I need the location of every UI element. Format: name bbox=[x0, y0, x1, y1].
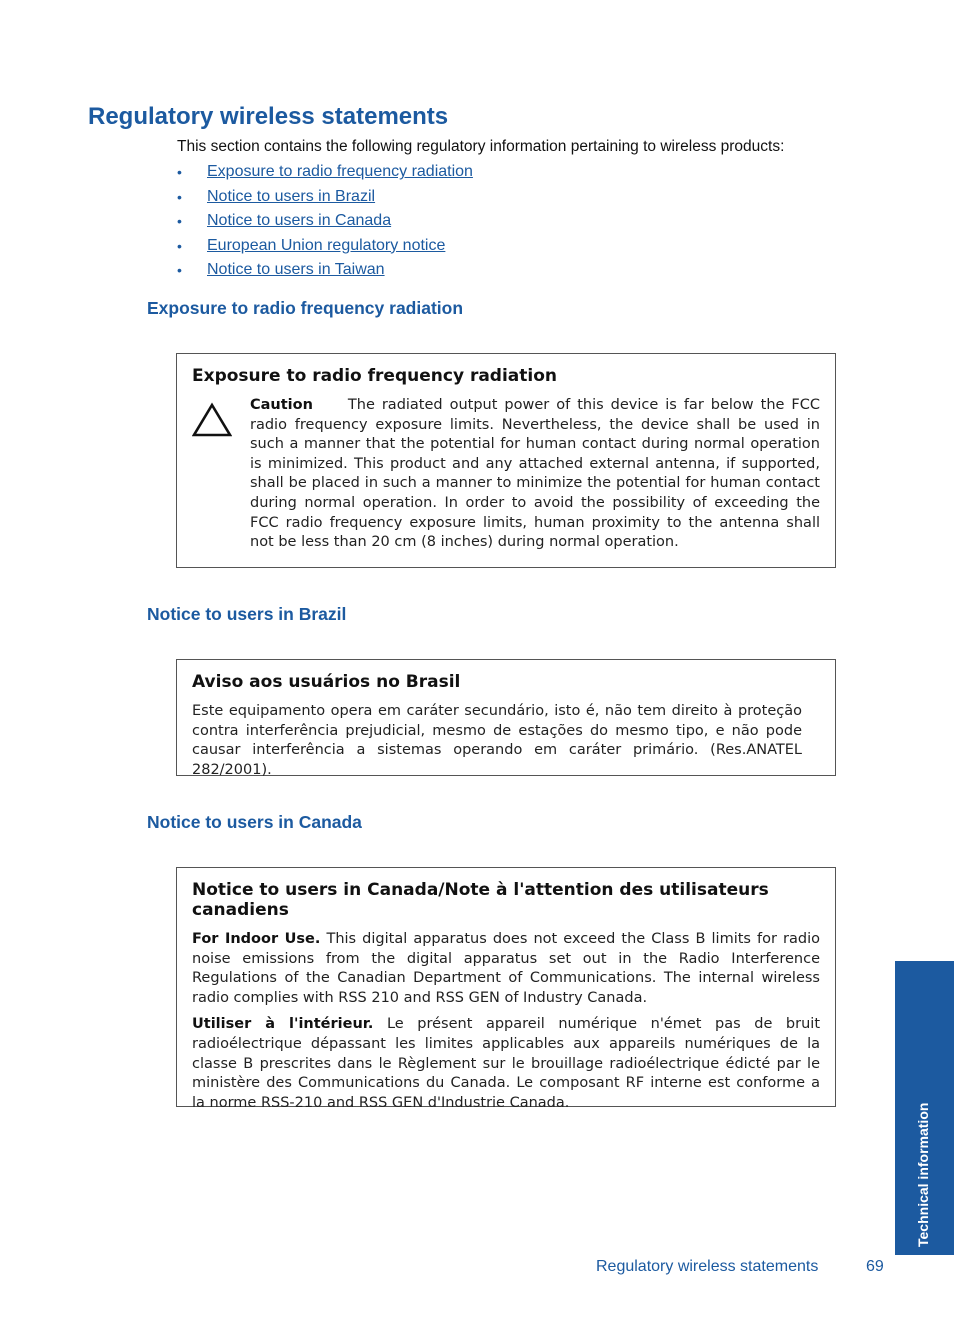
chapter-side-tab-label: Technical information bbox=[915, 1102, 931, 1247]
brazil-box bbox=[176, 659, 836, 776]
section-link-list bbox=[177, 160, 473, 283]
intro-text: This section contains the following regulatory information pertaining to wireless products: bbox=[177, 138, 785, 155]
warning-triangle-icon bbox=[192, 396, 250, 442]
canada-heading: Notice to users in Canada bbox=[147, 812, 362, 832]
list-item bbox=[177, 209, 473, 234]
chapter-side-tab bbox=[895, 961, 954, 1255]
canada-en-text: This digital apparatus does not exceed the Class B limits for radio noise emissions from the digital apparatus set out in the Radio Interference Regulations of the Canadian Department of Communications. The internal wireless radio complies with RSS 210 and RSS GEN of Industry Canada. bbox=[192, 931, 821, 1006]
canada-box bbox=[176, 867, 836, 1111]
link-brazil[interactable]: Notice to users in Brazil bbox=[207, 187, 376, 205]
list-item bbox=[177, 258, 473, 283]
canada-en-paragraph bbox=[192, 930, 820, 1008]
canada-fr-lead: Utiliser à l'intérieur. bbox=[192, 1016, 374, 1033]
brazil-heading: Notice to users in Brazil bbox=[147, 604, 347, 624]
list-item bbox=[177, 160, 473, 185]
bullet: • bbox=[177, 213, 182, 230]
link-eu[interactable]: European Union regulatory notice bbox=[207, 236, 446, 254]
caution-label: Caution bbox=[250, 397, 313, 413]
canada-fr-paragraph bbox=[192, 1015, 820, 1113]
list-item bbox=[177, 185, 473, 210]
canada-fr-text: Le présent appareil numérique n'émet pas de bruit radioélectrique dépassant les limites applicables aux appareils numériques de la classe B prescrites dans le Règlement sur le brouillage radioélectrique édicté par le ministère des Communications du Canada. Le composant RF interne est conforme a la norme RSS-210 and RSS GEN d'Industrie Canada. bbox=[192, 1016, 821, 1111]
exposure-heading: Exposure to radio frequency radiation bbox=[147, 298, 464, 318]
brazil-text: Este equipamento opera em caráter secundário, isto é, não tem direito à proteção contra interferência prejudicial, mesmo de estações do mesmo tipo, e não pode causar interferência a sistemas operando em caráter primário. (Res.ANATEL 282/2001). bbox=[192, 703, 802, 778]
link-taiwan[interactable]: Notice to users in Taiwan bbox=[207, 261, 385, 279]
bullet: • bbox=[177, 237, 182, 254]
exposure-box bbox=[176, 353, 836, 568]
exposure-box-title: Exposure to radio frequency radiation bbox=[192, 366, 558, 386]
bullet: • bbox=[177, 188, 182, 205]
canada-en-lead: For Indoor Use. bbox=[192, 931, 321, 947]
link-exposure[interactable]: Exposure to radio frequency radiation bbox=[207, 163, 473, 181]
canada-box-title: Notice to users in Canada/Note à l'attention des utilisateurs canadiens bbox=[192, 880, 769, 920]
caution-text-block bbox=[250, 396, 820, 553]
footer-section-title: Regulatory wireless statements bbox=[596, 1258, 819, 1275]
caution-text: The radiated output power of this device is far below the FCC radio frequency exposure limits. Nevertheless, the device shall be used in such a manner that the potential for human contact during normal operation is minimized. This product and any attached external antenna, if supported, shall be placed in such a manner to minimize the potential for human contact during normal operation. In order to avoid the possibility of exceeding the FCC radio frequency exposure limits, human proximity to the antenna shall not be less than 20 cm (8 inches) during normal operation. bbox=[250, 397, 821, 551]
bullet: • bbox=[177, 262, 182, 279]
link-canada[interactable]: Notice to users in Canada bbox=[207, 212, 392, 230]
caution-row bbox=[192, 396, 820, 553]
bullet: • bbox=[177, 164, 182, 181]
page-title: Regulatory wireless statements bbox=[88, 103, 449, 130]
brazil-box-title: Aviso aos usuários no Brasil bbox=[192, 672, 461, 692]
list-item bbox=[177, 234, 473, 259]
page-number: 69 bbox=[866, 1258, 884, 1275]
